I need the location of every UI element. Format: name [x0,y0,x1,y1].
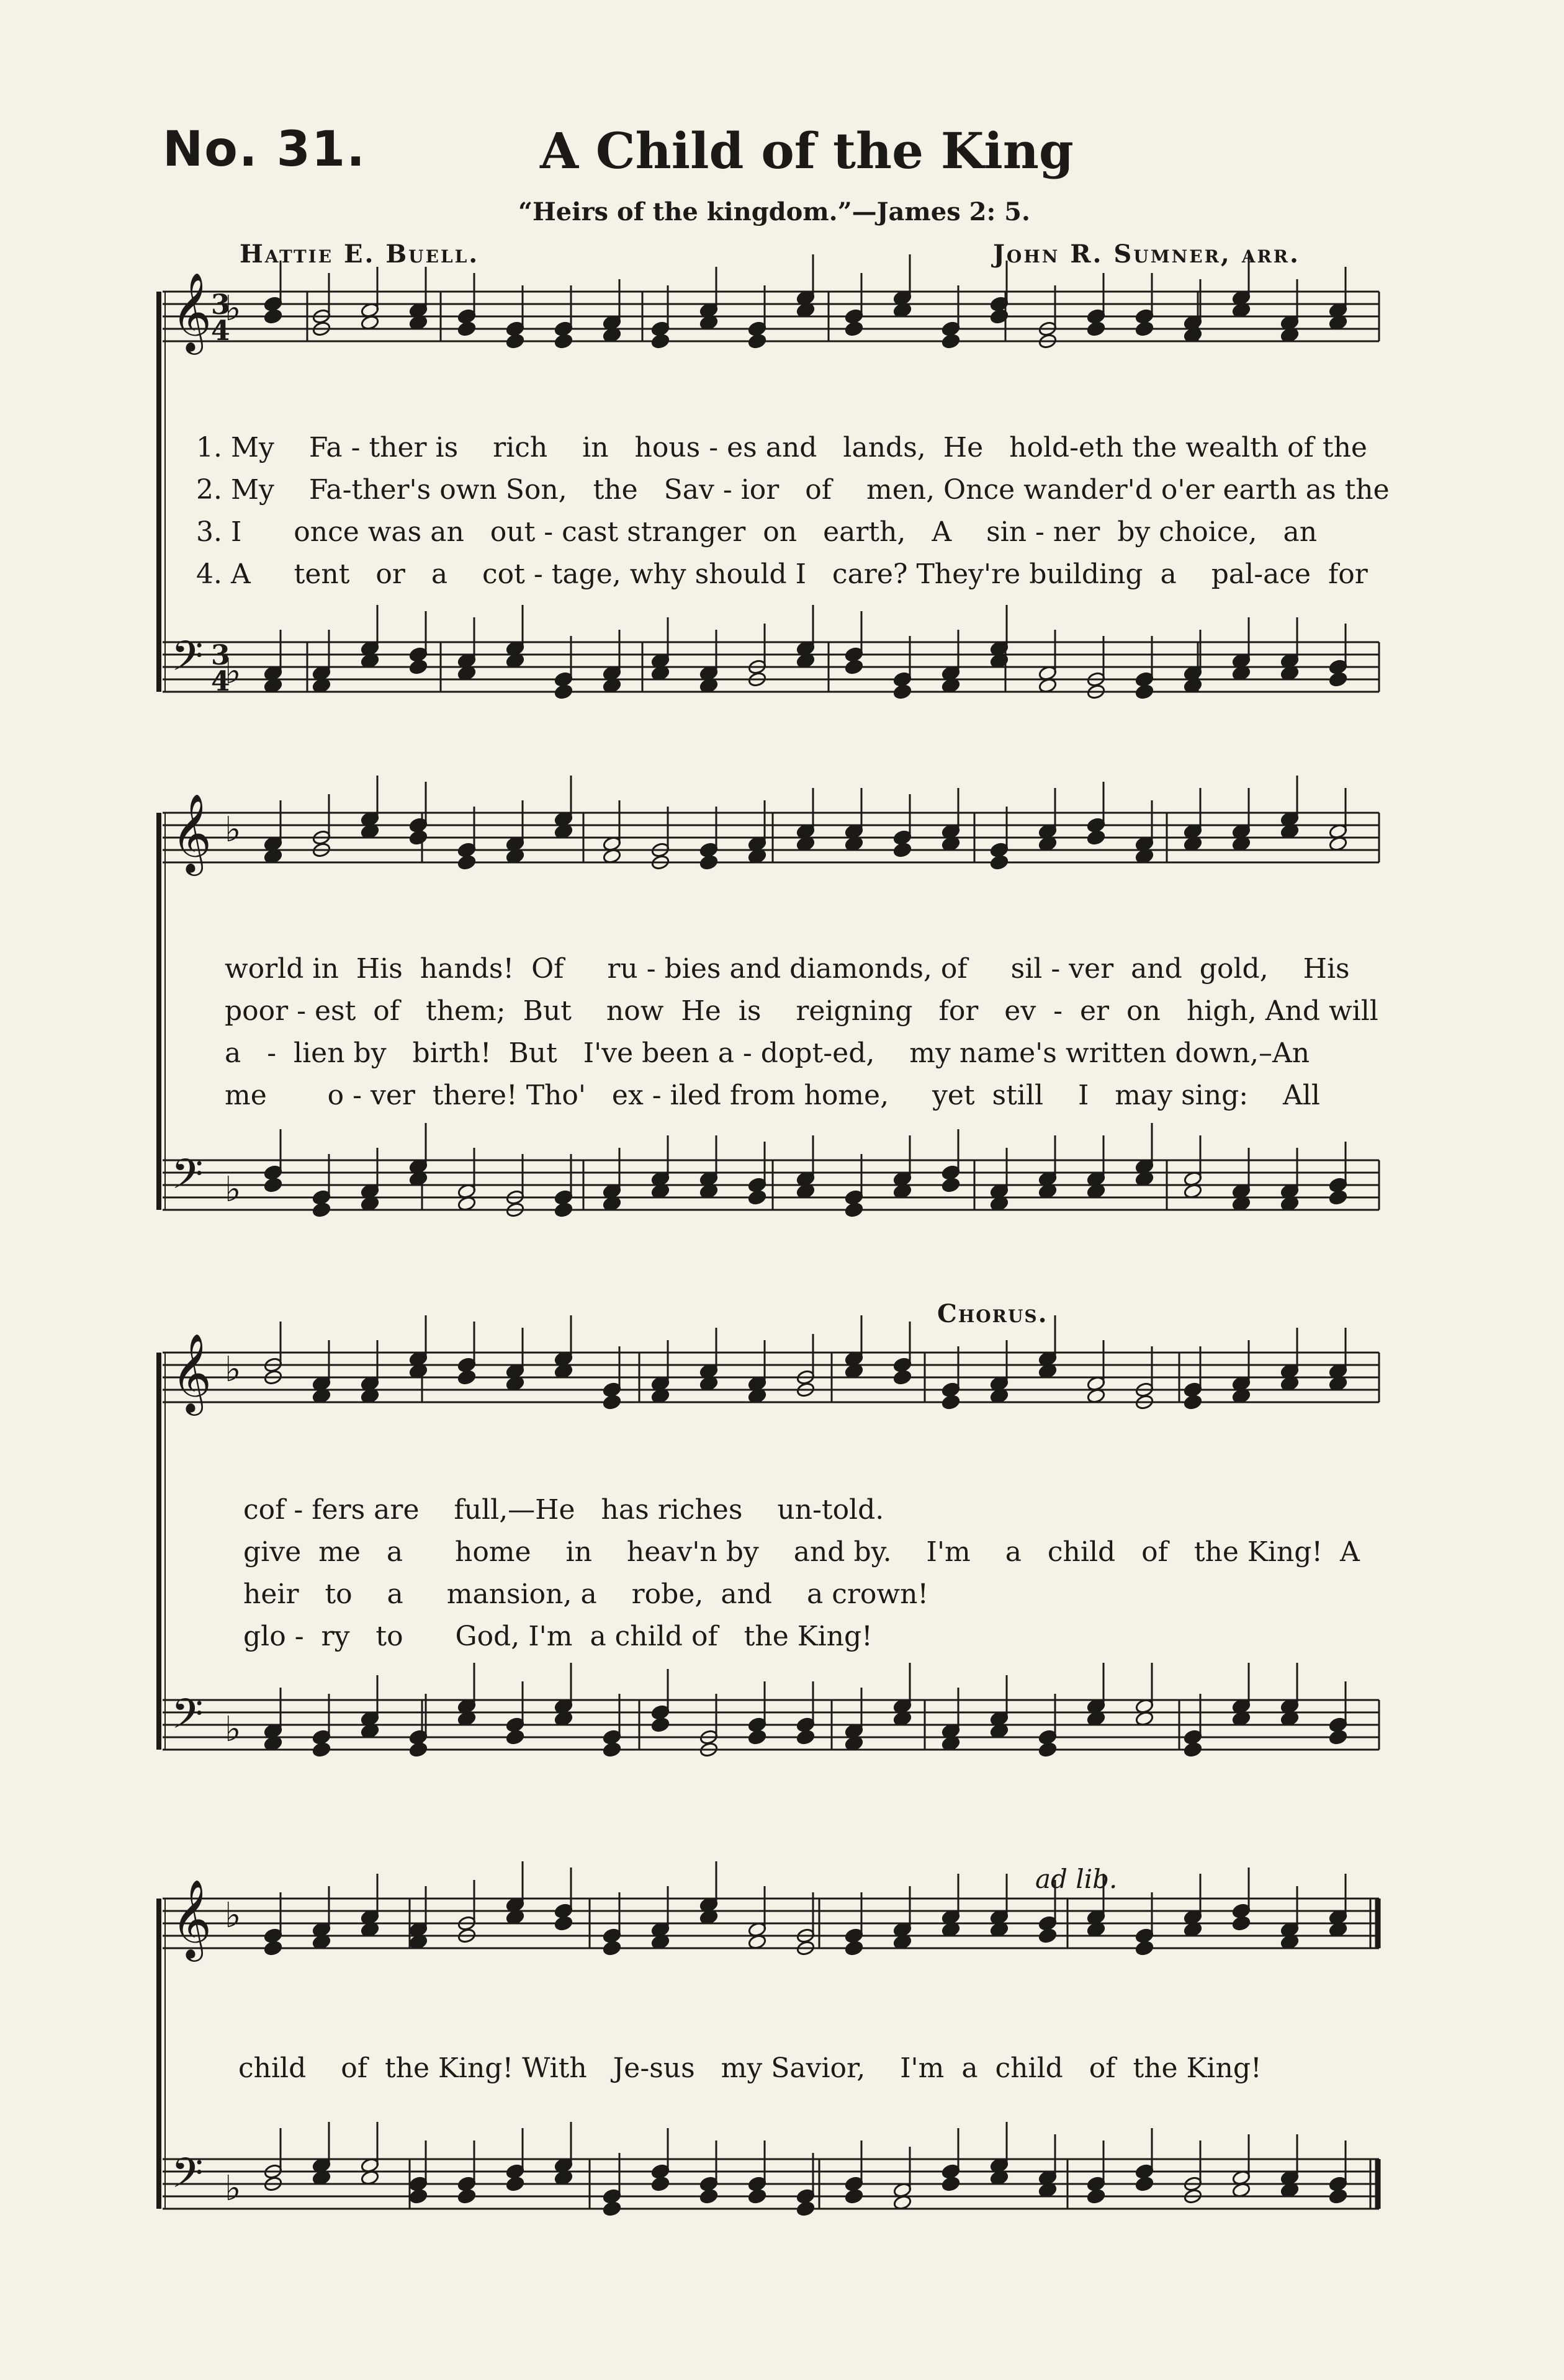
treble-clef-icon: 𝄞 [171,1333,212,1412]
note-head [1232,1915,1251,1931]
note-head [264,308,283,324]
bass-clef-icon: 𝄢 [171,632,204,690]
note-head [942,333,961,349]
note-head [1135,2176,1154,2192]
note-head [554,1202,573,1218]
note-head [845,659,864,675]
lyric-line: world in His hands! Of ru - bies and diamonds, of sil - ver and gold, His [225,953,1350,985]
note-head [1087,321,1106,337]
treble-clef-icon: 𝄞 [171,272,212,351]
flat-icon: ♭ [225,651,241,692]
lyric-line: poor - est of them; But now He is reigning for ev - er on high, And will [225,995,1378,1027]
lyric-line: give me a home in heav'n by and by. I'm a child of the King! A [243,1536,1360,1568]
chorus-label: Chorus. [937,1299,1048,1328]
note-head [1087,2188,1106,2204]
note-head [1184,1742,1203,1758]
lyric-line: a - lien by birth! But I've been a - dopt-ed, my name's written down,–An [225,1037,1310,1069]
note-head [1087,830,1106,846]
flat-icon: ♭ [225,1895,241,1936]
note-head [409,2188,428,2204]
note-head [845,1940,864,1956]
note-head [264,1177,283,1193]
note-head [457,321,477,337]
lyric-line: heir to a mansion, a robe, and a crown! [243,1578,929,1610]
note-head [409,659,428,675]
lyric-line: glo - ry to God, I'm a child of the King! [243,1621,873,1652]
note-head [942,1177,961,1193]
note-head [651,333,670,349]
note-head [1329,671,1348,687]
note-head [1038,1928,1058,1944]
note-head [1038,1742,1058,1758]
note-head [796,1729,816,1745]
flat-icon: ♭ [225,810,241,850]
lyric-line: 1. My Fa - ther is rich in hous - es and lands, He hold-eth the wealth of the [196,432,1367,463]
bass-clef-icon: 𝄢 [171,2149,204,2207]
note-head [506,333,525,349]
note-head [893,842,912,858]
note-head [748,2188,767,2204]
bass-clef-icon: 𝄢 [171,1690,204,1748]
flat-icon: ♭ [225,1170,241,1210]
note-head [312,1742,331,1758]
note-head [796,2201,816,2217]
note-head [1329,1729,1348,1745]
note-head [264,1940,283,1956]
note-head [699,854,719,870]
lyric-line: me o - ver there! Tho' ex - iled from home, yet still I may sing: All [225,1080,1320,1111]
note-head [603,1742,622,1758]
note-head [603,1940,622,1956]
composer-credit: John R. Sumner, arr. [993,239,1300,269]
time-signature-top: 3 [211,289,230,321]
note-head [457,854,477,870]
note-head [942,1394,961,1410]
note-head [699,2188,719,2204]
flat-icon: ♭ [225,2168,241,2209]
lyric-line: 3. I once was an out - cast stranger on earth, A sin - ner by choice, an [196,516,1318,548]
ad-lib-marking: ad lib. [1035,1864,1118,1894]
note-head [651,1717,670,1733]
scripture-reference: “Heirs of the kingdom.”—James 2: 5. [518,197,1030,226]
note-head [506,1729,525,1745]
note-head [506,2176,525,2192]
note-head [990,854,1009,870]
lyric-line: 2. My Fa-ther's own Son, the Sav - ior of men, Once wander'd o'er earth as the [196,474,1390,506]
note-head [942,2176,961,2192]
lyric-line: cof - fers are full,—He has riches un-told. [243,1494,884,1526]
note-head [748,333,767,349]
note-head [1135,1940,1154,1956]
note-head [845,321,864,337]
lyric-line: 4. A tent or a cot - tage, why should I care? They're building a pal-ace for [196,558,1368,590]
note-head [1135,321,1154,337]
note-head [1135,684,1154,700]
flat-icon: ♭ [225,1709,241,1750]
note-head [845,1202,864,1218]
note-head [457,1369,477,1385]
lyricist-credit: Hattie E. Buell. [240,239,480,269]
note-head [312,1202,331,1218]
note-head [893,684,912,700]
note-head [409,1742,428,1758]
hymn-title: A Child of the King [540,122,1074,180]
note-head [554,333,573,349]
time-signature-bottom: 4 [211,315,230,347]
note-head [457,2188,477,2204]
flat-icon: ♭ [225,1349,241,1390]
hymn-number: No. 31. [163,122,366,177]
note-head [748,1189,767,1206]
note-head [893,1369,912,1385]
time-signature-top: 3 [211,640,230,671]
note-head [845,2188,864,2204]
note-head [1329,2188,1348,2204]
note-head [409,830,428,846]
bass-clef-icon: 𝄢 [171,1150,204,1208]
note-head [603,1394,622,1410]
treble-clef-icon: 𝄞 [171,1879,212,1958]
note-head [748,1729,767,1745]
note-head [1329,1189,1348,1206]
lyric-line: child of the King! With Je-sus my Savior, I'm a child of the King! [238,2052,1262,2084]
note-head [1184,1394,1203,1410]
note-head [603,2201,622,2217]
note-head [651,2176,670,2192]
note-head [554,684,573,700]
treble-clef-icon: 𝄞 [171,793,212,872]
flat-icon: ♭ [225,289,241,329]
note-head [554,1915,573,1931]
time-signature-bottom: 4 [211,666,230,697]
